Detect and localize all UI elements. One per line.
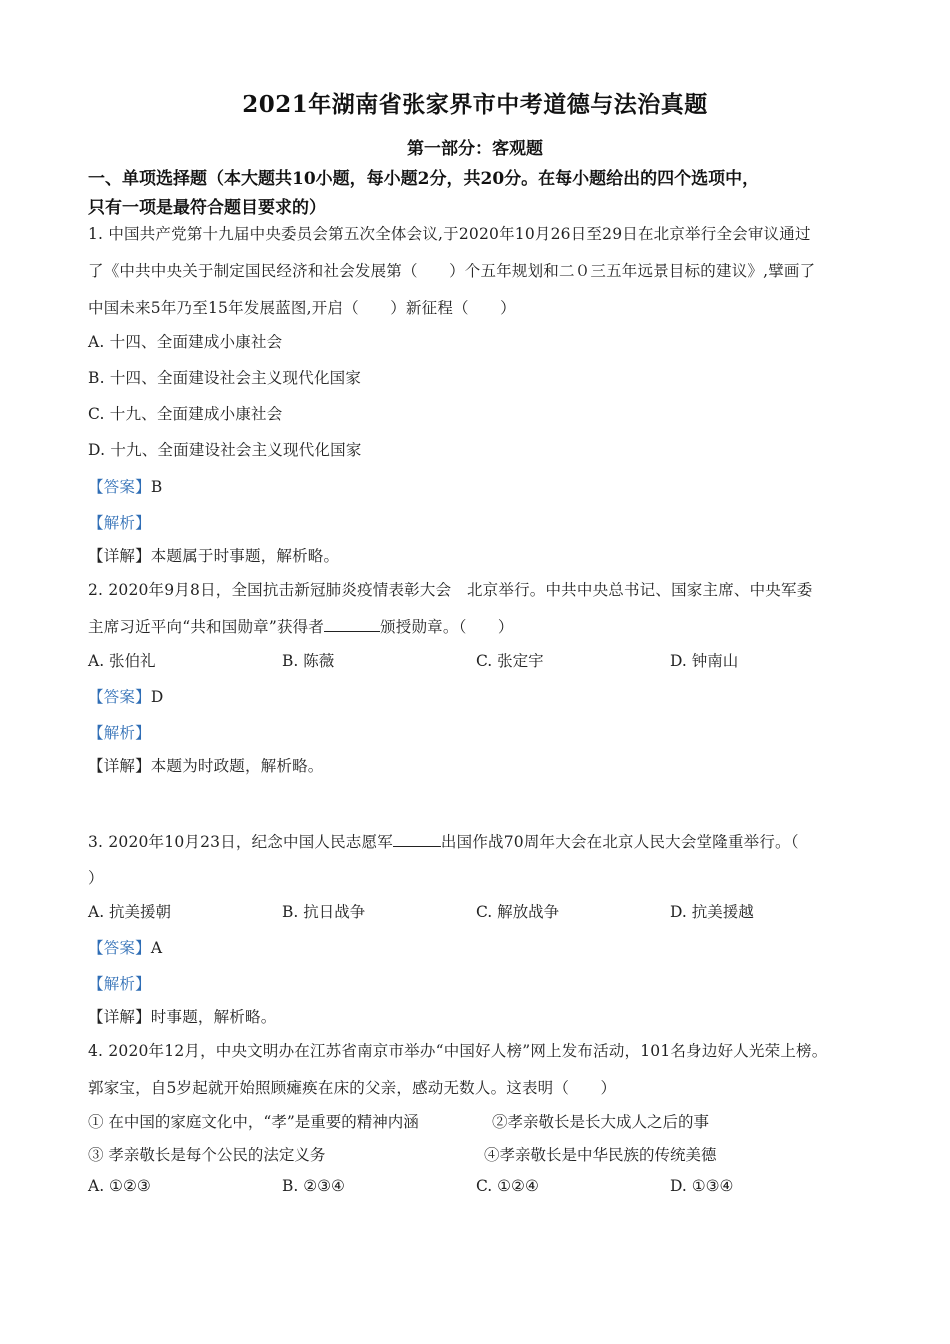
q2-option-b: B. 陈薇: [282, 652, 335, 670]
q3-option-c: C. 解放战争: [476, 903, 560, 921]
q3-analysis-label: 【解析】: [88, 975, 151, 993]
q2-option-d: D. 钟南山: [670, 652, 739, 670]
part-subtitle: 第一部分：客观题: [407, 139, 543, 159]
q3-stem-line1-start: 3. 2020年10月23日，纪念中国人民志愿军: [88, 833, 393, 851]
q2-detail: 【详解】本题为时政题，解析略。: [88, 757, 324, 775]
q1-detail: 【详解】本题属于时事题，解析略。: [88, 547, 340, 565]
q2-stem-line2-end: 颁授勋章。（ ）: [380, 618, 514, 636]
q2-answer-blank: [324, 617, 380, 632]
q2-analysis-label: 【解析】: [88, 724, 151, 742]
answer-label: 【答案】: [88, 939, 151, 957]
q3-stem-line1: [88, 830, 799, 852]
q3-answer-value: A: [150, 939, 163, 957]
q4-stem-line2: 郭家宝，自5岁起就开始照顾瘫痪在床的父亲，感动无数人。这表明（ ）: [88, 1079, 617, 1097]
q4-option-a: A. ①②③: [88, 1177, 151, 1195]
q1-stem-line2: 了《中共中央关于制定国民经济和社会发展第（ ）个五年规划和二０三五年远景目标的建议》,擘画了: [88, 262, 816, 280]
q2-answer-value: D: [150, 688, 164, 706]
q1-option-a: A. 十四、全面建成小康社会: [88, 333, 283, 351]
q3-answer: [88, 936, 162, 958]
q3-stem-line2: ）: [88, 869, 104, 887]
q1-answer-value: B: [150, 478, 163, 496]
q1-analysis-label: 【解析】: [88, 514, 151, 532]
q1-answer: [88, 475, 162, 497]
q1-stem-line1: 1. 中国共产党第十九届中央委员会第五次全体会议,于2020年10月26日至29日在北京举行全会审议通过: [88, 225, 811, 243]
q2-option-a: A. 张伯礼: [88, 652, 156, 670]
answer-label: 【答案】: [88, 478, 151, 496]
section-heading-line1: 一、单项选择题（本大题共10小题，每小题2分，共20分。在每小题给出的四个选项中，: [88, 169, 760, 189]
q3-detail: 【详解】时事题，解析略。: [88, 1008, 277, 1026]
q1-option-c: C. 十九、全面建成小康社会: [88, 405, 283, 423]
q4-stem-line1: 4. 2020年12月，中央文明办在江苏省南京市举办“中国好人榜”网上发布活动，101名身边好人光荣上榜。: [88, 1042, 828, 1060]
q3-option-b: B. 抗日战争: [282, 903, 366, 921]
q2-stem-line1: 2. 2020年9月8日，全国抗击新冠肺炎疫情表彰大会 北京举行。中共中央总书记、国家主席、中央军委: [88, 581, 813, 599]
q2-stem-line2-start: 主席习近平向“共和国勋章”获得者: [88, 618, 325, 636]
q2-stem-line2: [88, 615, 514, 637]
q4-option-b: B. ②③④: [282, 1177, 345, 1195]
q3-option-a: A. 抗美援朝: [88, 903, 172, 921]
q1-stem-line3: 中国未来5年乃至15年发展蓝图,开启（ ）新征程（ ）: [88, 299, 516, 317]
q2-answer: [88, 685, 163, 707]
q3-stem-line1-end: 出国作战70周年大会在北京人民大会堂隆重举行。（: [440, 833, 799, 851]
q4-statement-2: ②孝亲敬长是长大成人之后的事: [492, 1113, 710, 1131]
section-heading-line2: 只有一项是最符合题目要求的）: [88, 198, 326, 218]
q4-statement-4: ④孝亲敬长是中华民族的传统美德: [484, 1146, 717, 1164]
q4-option-d: D. ①③④: [670, 1177, 734, 1195]
q1-option-b: B. 十四、全面建设社会主义现代化国家: [88, 369, 362, 387]
q3-option-d: D. 抗美援越: [670, 903, 754, 921]
page-title: 2021年湖南省张家界市中考道德与法治真题: [242, 91, 708, 118]
q3-answer-blank: [393, 832, 441, 847]
answer-label: 【答案】: [88, 688, 151, 706]
q4-statement-1: ① 在中国的家庭文化中，“孝”是重要的精神内涵: [88, 1113, 419, 1131]
q1-option-d: D. 十九、全面建设社会主义现代化国家: [88, 441, 362, 459]
q4-statement-3: ③ 孝亲敬长是每个公民的法定义务: [88, 1146, 326, 1164]
q2-option-c: C. 张定宇: [476, 652, 544, 670]
q4-option-c: C. ①②④: [476, 1177, 539, 1195]
